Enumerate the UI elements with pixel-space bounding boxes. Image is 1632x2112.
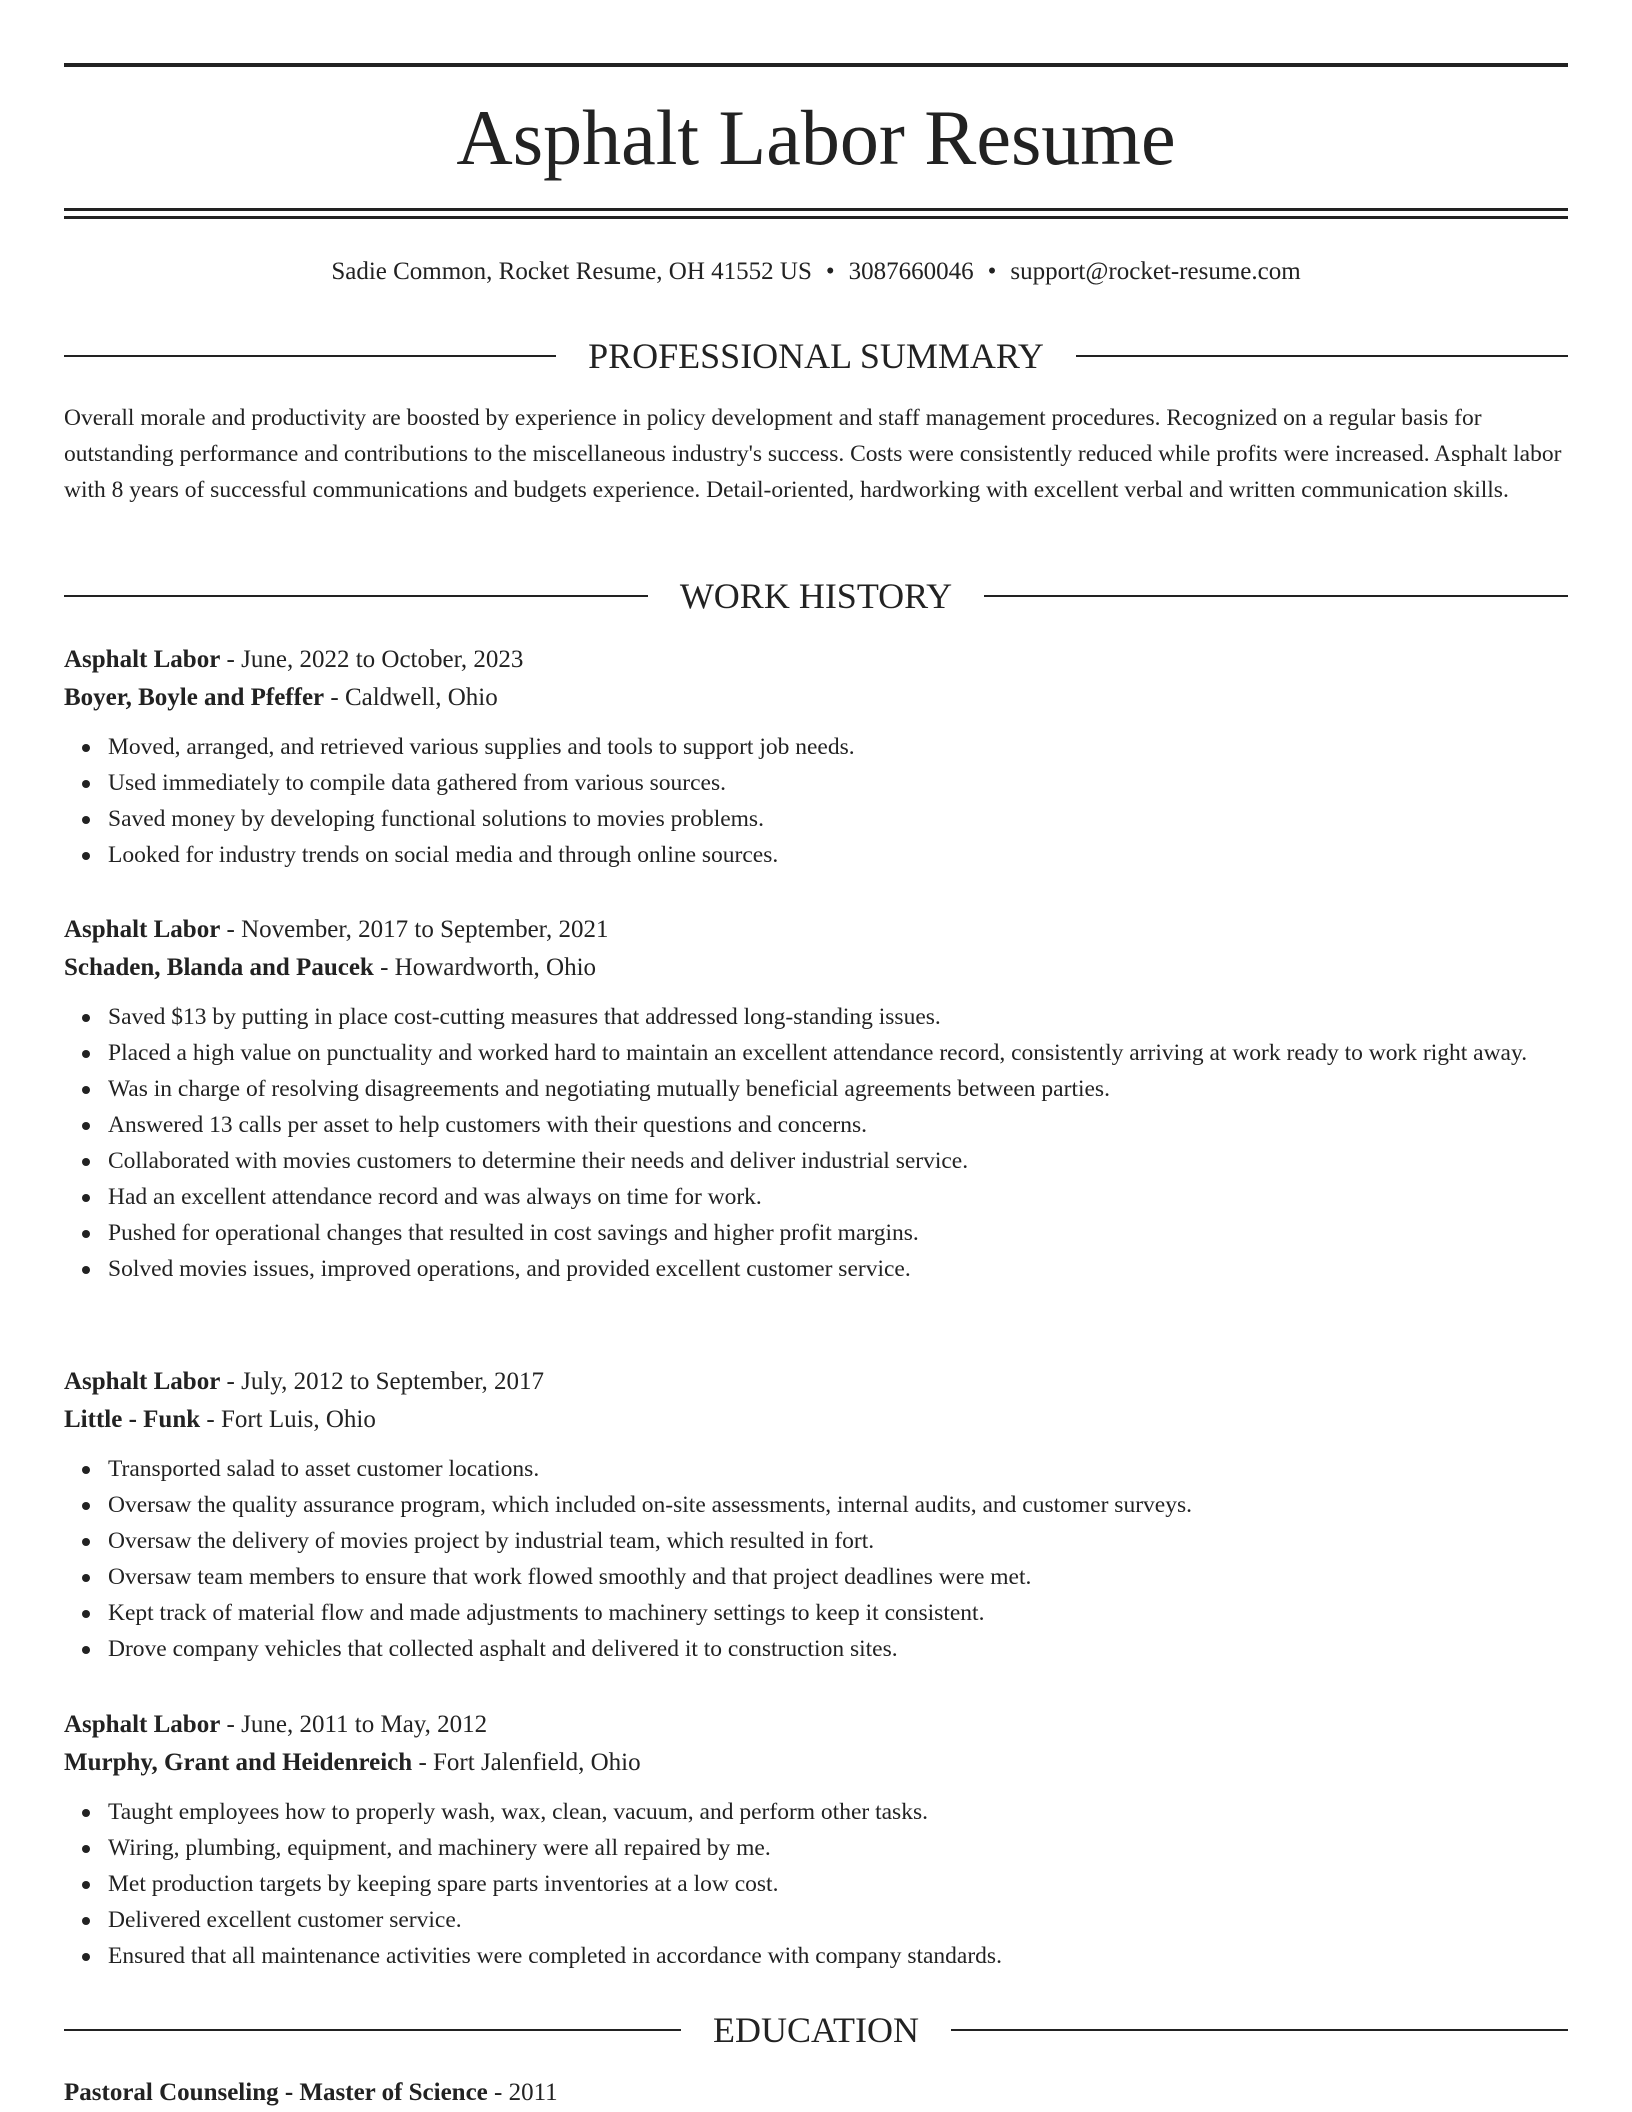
section-rule	[64, 355, 556, 357]
job-bullet: Delivered excellent customer service.	[108, 1902, 1568, 1938]
contact-separator: •	[825, 258, 835, 285]
summary-text: Overall morale and productivity are boosted by experience in policy development and staff management procedures. Recognized on a regular basis for outstanding performance and contributions to the miscellaneous industry's success. Costs were consistently reduced while profits were increased. Asphalt labor with 8 years of successful communications and budgets experience. Detail-oriented, hardworking with excellent verbal and written communication skills.	[64, 405, 1562, 503]
job-entry	[64, 1363, 1568, 1667]
job-title: Asphalt Labor	[64, 916, 221, 943]
job-employer	[64, 679, 1568, 717]
education-degree: Pastoral Counseling - Master of Science	[64, 2079, 488, 2106]
contact-address: Sadie Common, Rocket Resume, OH 41552 US	[331, 258, 812, 285]
job-location: - Caldwell, Ohio	[324, 684, 498, 711]
resume-title: Asphalt Labor Resume	[456, 94, 1176, 181]
job-bullet: Drove company vehicles that collected asphalt and delivered it to construction sites.	[108, 1631, 1568, 1667]
job-bullets	[64, 1794, 1568, 1974]
section-rule	[64, 595, 648, 597]
job-location: - Fort Jalenfield, Ohio	[412, 1749, 641, 1776]
job-bullet: Taught employees how to properly wash, wax, clean, vacuum, and perform other tasks.	[108, 1794, 1568, 1830]
job-bullet: Transported salad to asset customer locations.	[108, 1451, 1568, 1487]
job-bullet: Looked for industry trends on social media and through online sources.	[108, 837, 1568, 873]
job-dates: - July, 2012 to September, 2017	[220, 1368, 545, 1395]
job-bullet: Pushed for operational changes that resulted in cost savings and higher profit margins.	[108, 1215, 1568, 1251]
section-rule	[951, 2029, 1568, 2031]
job-dates: - November, 2017 to September, 2021	[220, 916, 609, 943]
section-rule	[984, 595, 1568, 597]
job-title: Asphalt Labor	[64, 1711, 221, 1738]
job-bullet: Ensured that all maintenance activities were completed in accordance with company standards.	[108, 1938, 1568, 1974]
job-bullet: Met production targets by keeping spare parts inventories at a low cost.	[108, 1866, 1568, 1902]
job-dates: - June, 2011 to May, 2012	[220, 1711, 488, 1738]
job-bullet: Answered 13 calls per asset to help customers with their questions and concerns.	[108, 1107, 1568, 1143]
contact-phone: 3087660046	[848, 258, 974, 285]
job-bullet: Oversaw the quality assurance program, which included on-site assessments, internal audits, and customer surveys.	[108, 1487, 1568, 1523]
job-bullet: Moved, arranged, and retrieved various supplies and tools to support job needs.	[108, 729, 1568, 765]
job-header	[64, 641, 1568, 679]
contact-email: support@rocket-resume.com	[1010, 258, 1301, 285]
job-bullet: Was in charge of resolving disagreements and negotiating mutually beneficial agreements between parties.	[108, 1071, 1568, 1107]
job-bullet: Placed a high value on punctuality and worked hard to maintain an excellent attendance record, consistently arriving at work ready to work right away.	[108, 1035, 1568, 1071]
job-bullets	[64, 999, 1568, 1287]
section-rule	[1076, 355, 1568, 357]
job-bullet: Saved money by developing functional solutions to movies problems.	[108, 801, 1568, 837]
education-entry	[64, 2074, 1568, 2112]
job-bullet: Oversaw the delivery of movies project by industrial team, which resulted in fort.	[108, 1523, 1568, 1559]
job-bullet: Saved $13 by putting in place cost-cutting measures that addressed long-standing issues.	[108, 999, 1568, 1035]
job-bullet: Kept track of material flow and made adjustments to machinery settings to keep it consistent.	[108, 1595, 1568, 1631]
job-entry	[64, 641, 1568, 873]
section-header-work	[64, 574, 1568, 618]
job-title: Asphalt Labor	[64, 646, 221, 673]
job-bullet: Oversaw team members to ensure that work flowed smoothly and that project deadlines were met.	[108, 1559, 1568, 1595]
section-rule	[64, 2029, 681, 2031]
contact-line	[64, 255, 1568, 289]
job-entry	[64, 911, 1568, 1287]
section-title-education: EDUCATION	[713, 2010, 919, 2050]
contact-separator: •	[987, 258, 997, 285]
title-rule-lower	[64, 216, 1568, 219]
education-year: - 2011	[487, 2079, 558, 2106]
job-bullet: Solved movies issues, improved operations, and provided excellent customer service.	[108, 1251, 1568, 1287]
job-location: - Howardworth, Ohio	[373, 954, 597, 981]
job-company: Murphy, Grant and Heidenreich	[64, 1749, 413, 1776]
job-company: Schaden, Blanda and Paucek	[64, 954, 374, 981]
job-bullets	[64, 729, 1568, 873]
top-rule	[64, 63, 1568, 67]
job-location: - Fort Luis, Ohio	[200, 1406, 376, 1433]
job-bullet: Wiring, plumbing, equipment, and machinery were all repaired by me.	[108, 1830, 1568, 1866]
section-header-summary	[64, 334, 1568, 378]
job-bullet: Collaborated with movies customers to determine their needs and deliver industrial service.	[108, 1143, 1568, 1179]
section-title-work: WORK HISTORY	[679, 576, 953, 616]
job-bullet: Had an excellent attendance record and was always on time for work.	[108, 1179, 1568, 1215]
job-header	[64, 1706, 1568, 1744]
job-title: Asphalt Labor	[64, 1368, 221, 1395]
job-header	[64, 1363, 1568, 1401]
job-company: Boyer, Boyle and Pfeffer	[64, 684, 325, 711]
title-rule-upper	[64, 208, 1568, 211]
job-bullet: Used immediately to compile data gathered from various sources.	[108, 765, 1568, 801]
job-header	[64, 911, 1568, 949]
section-title-summary: PROFESSIONAL SUMMARY	[588, 336, 1044, 376]
job-company: Little - Funk	[64, 1406, 201, 1433]
job-entry	[64, 1706, 1568, 1974]
section-header-education	[64, 2008, 1568, 2052]
job-employer	[64, 1744, 1568, 1782]
job-employer	[64, 1401, 1568, 1439]
job-bullets	[64, 1451, 1568, 1667]
job-employer	[64, 949, 1568, 987]
job-dates: - June, 2022 to October, 2023	[220, 646, 524, 673]
